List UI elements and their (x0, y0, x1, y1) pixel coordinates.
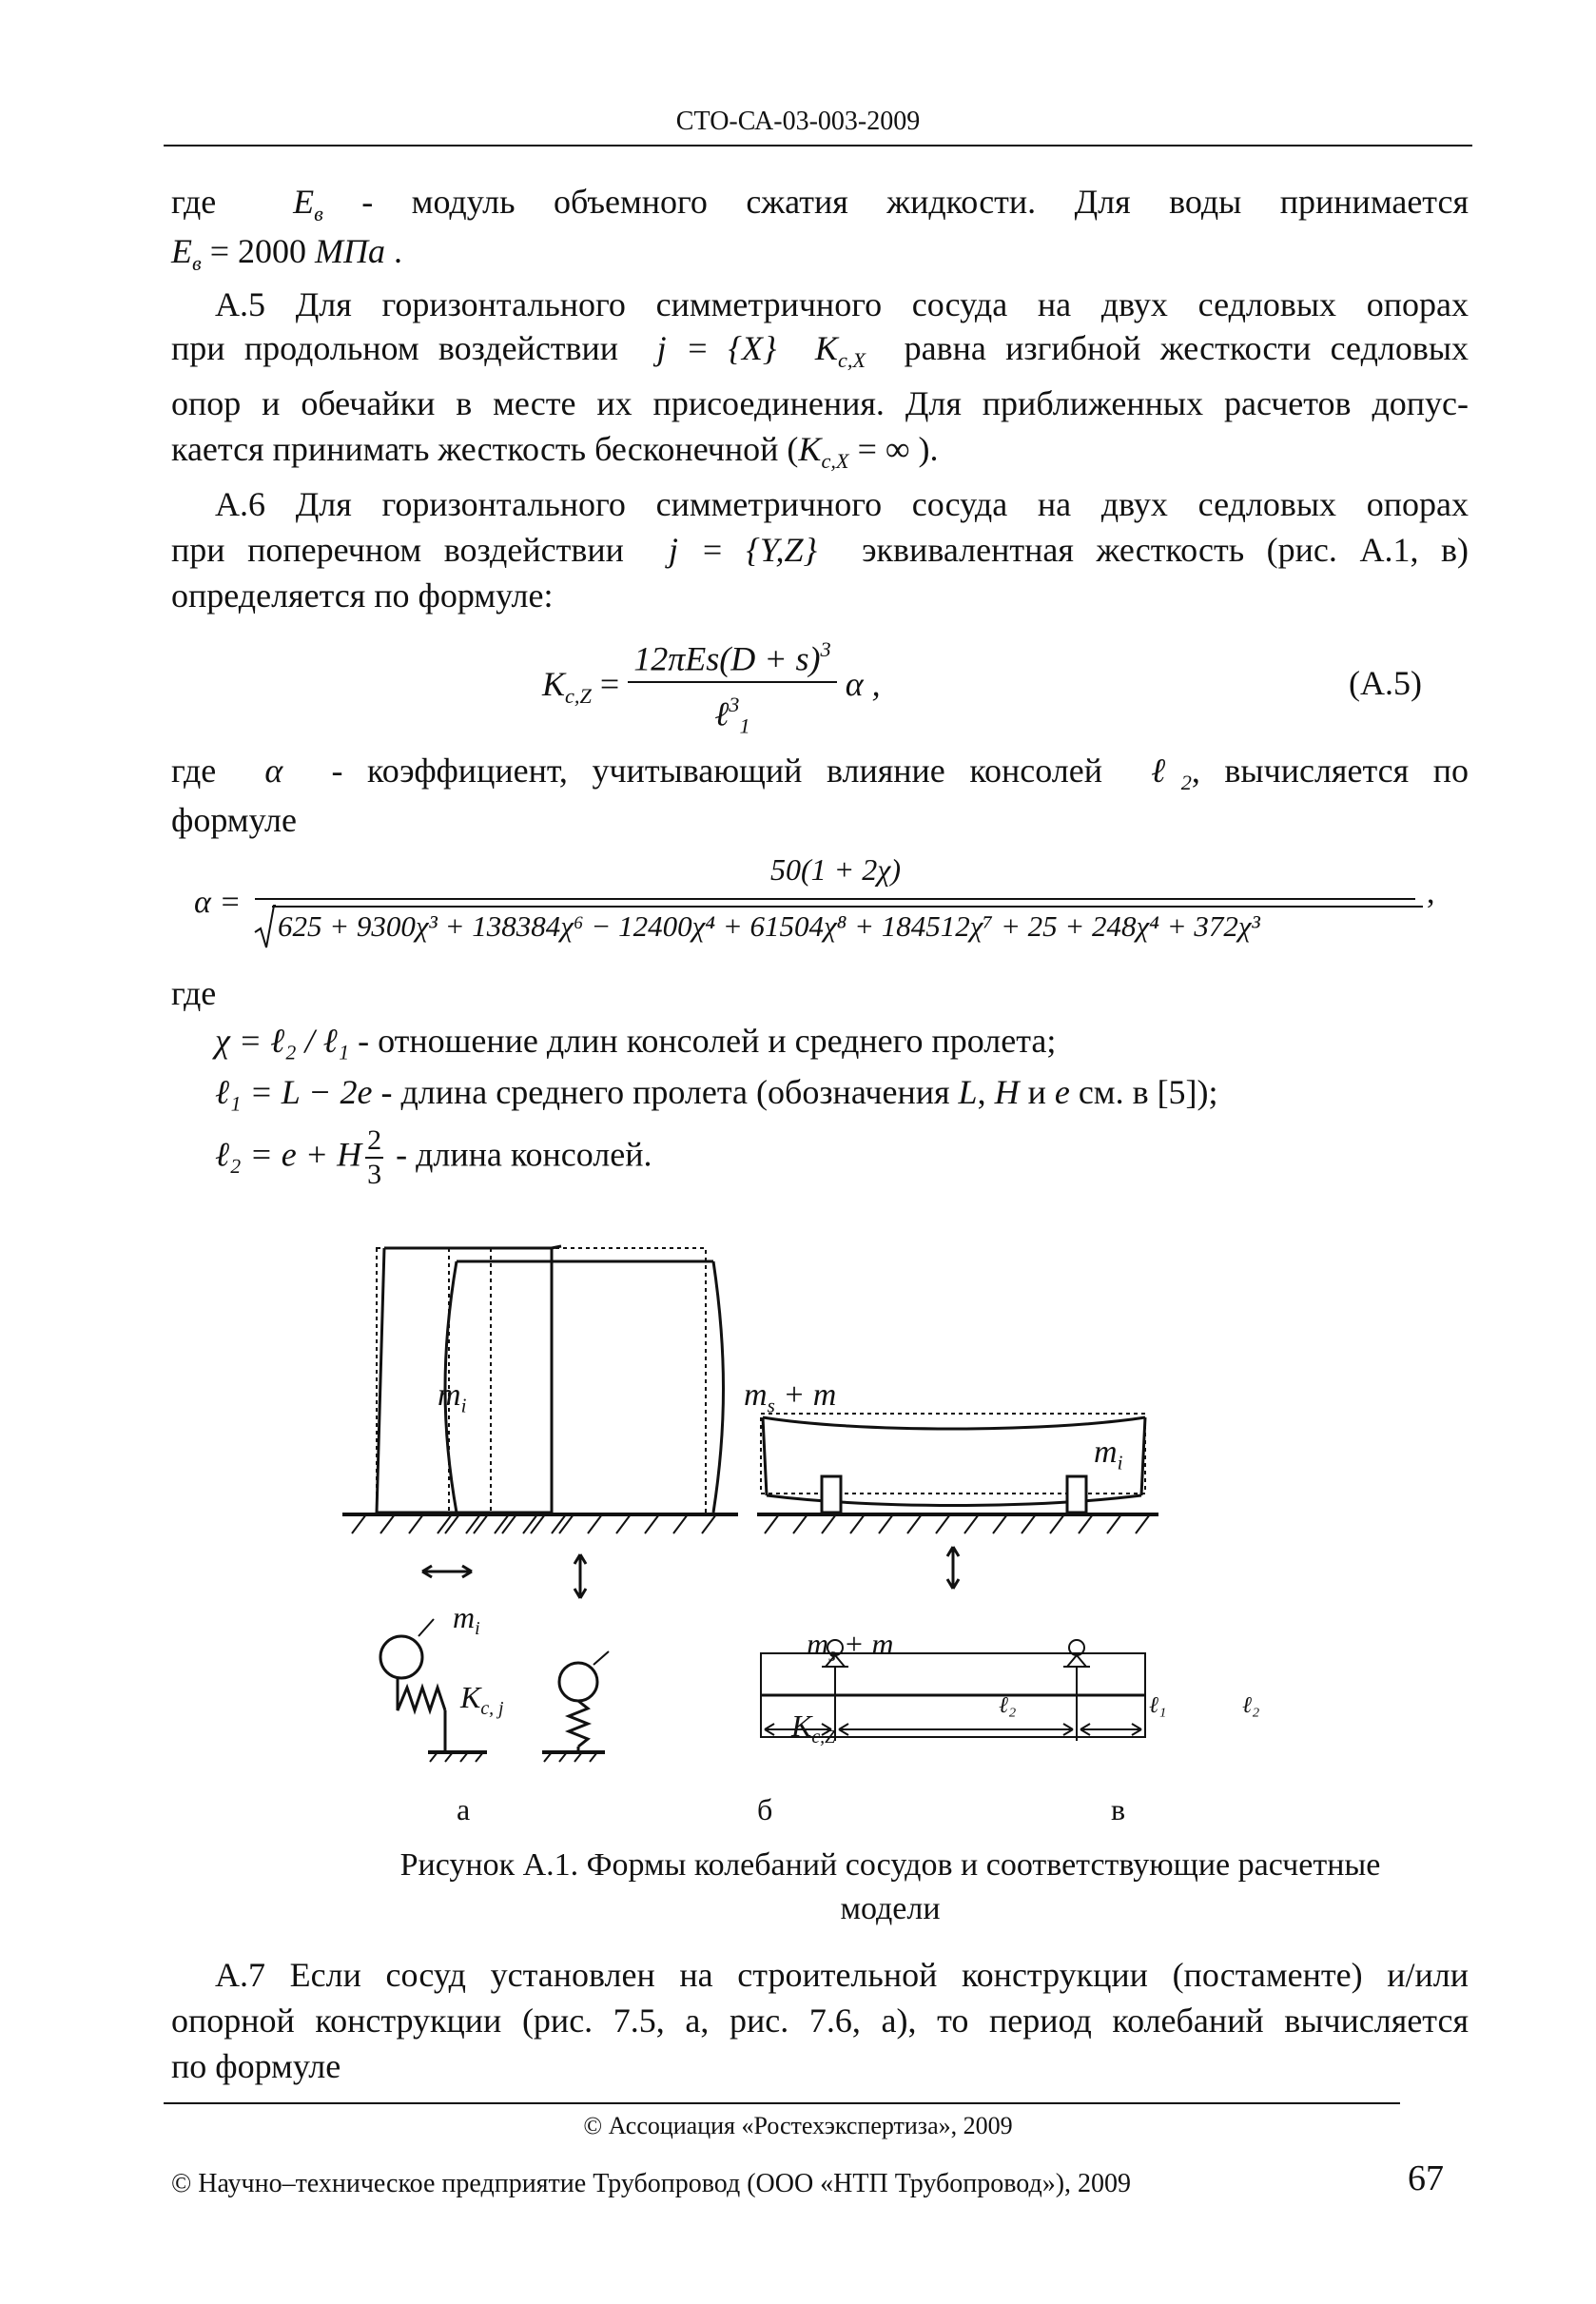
symbol-j-x: j = {X} (656, 329, 777, 367)
panel-c-mass-label: $m_i$ (1094, 1435, 1123, 1474)
footer-rule (164, 2102, 1400, 2104)
model-c-l1: ℓ₁ (1149, 1693, 1167, 1718)
text-where: где (171, 183, 217, 221)
header-rule (164, 145, 1472, 146)
l2-fraction: $\frac{2}{3}$ (367, 1124, 382, 1190)
para-a5-line2 (171, 323, 1469, 385)
panel-a-mass-label: $m_i$ (438, 1377, 467, 1417)
text: при продольном воздействии (171, 329, 619, 367)
symbol-ev-2: $E_в$ (171, 232, 202, 275)
symbol-kcx-2: $K_{c,X}$ (798, 430, 849, 473)
model-a-k-label: $K_{c, j}$ (460, 1680, 504, 1719)
alpha-denominator: 625 + 9300χ³ + 138384χ⁶ − 12400χ⁴ + 61504χ⁸ + 184512χ⁷ + 25 + 248χ⁴ + 372χ³ (278, 909, 1260, 943)
where-l1 (215, 1067, 1218, 1117)
text-ev-desc: - модуль объемного сжатия жидкости. Для воды принимается (361, 183, 1469, 221)
alpha-tail: , (1427, 875, 1435, 910)
where-l2 (215, 1124, 652, 1191)
para-a7-line2: опорной конструкции (рис. 7.5, а, рис. 7.6, а), то период колебаний вычисляется (171, 2001, 1469, 2040)
chi-formula: χ = ℓ₂ / ℓ₁ (215, 1022, 350, 1060)
text: при поперечном воздействии (171, 531, 624, 569)
model-b-mass-label: $m_s + m$ (807, 1627, 894, 1666)
sqrt-icon (253, 904, 276, 951)
symbol-j-yz: j = {Y,Z} (669, 531, 817, 569)
symbol-kcx: $K_{c,X}$ (814, 329, 866, 372)
where-chi (215, 1016, 1056, 1065)
text: = ∞ ). (857, 430, 939, 468)
chi-desc: - отношение длин консолей и среднего пролета; (358, 1022, 1057, 1060)
text: равна изгибной жесткости седловых (904, 329, 1469, 367)
panel-label-b: б (757, 1792, 773, 1826)
l2-formula: ℓ₂ = e + H (215, 1135, 362, 1174)
formula-fraction: $\frac{12\pi Es(D + s)^3}{\ell^3_1}$ (628, 628, 836, 748)
panel-b-model (542, 1651, 609, 1762)
figure-caption-line2: модели (840, 1891, 941, 1926)
text: - коэффициент, учитывающий влияние консолей (331, 752, 1102, 790)
para-a5-line4 (171, 424, 939, 486)
formula-lhs: $K_{c,Z}$ (542, 665, 592, 708)
para-alpha-line1 (171, 746, 1469, 808)
model-a-mass-label: $m_i$ (453, 1600, 480, 1639)
para-alpha-line2: формуле (171, 801, 297, 839)
ev-value: = 2000 (209, 232, 306, 270)
page-number: 67 (1408, 2158, 1444, 2198)
formula-number: (А.5) (1349, 664, 1422, 702)
model-c-l2-right: ℓ₂ (1242, 1693, 1260, 1718)
l1-desc: - длина среднего пролета (обозначения (380, 1073, 950, 1111)
symbol-L: L (958, 1073, 978, 1111)
ev-unit: МПа (315, 232, 385, 270)
symbol-H: H (994, 1073, 1020, 1111)
text: кается принимать жесткость бесконечной ( (171, 430, 799, 468)
text: , вычисляется по (1191, 752, 1469, 790)
where-label: где (171, 974, 217, 1012)
formula-a5 (542, 628, 881, 748)
model-b-k-label: $K_{c,Z}$ (791, 1708, 836, 1748)
para-a6-line2 (171, 525, 1469, 575)
para-a7-line3: по формуле (171, 2047, 341, 2085)
and: и (1027, 1073, 1046, 1111)
panel-label-c: в (1111, 1792, 1126, 1826)
model-c-l2-left: ℓ₂ (999, 1693, 1017, 1718)
alpha-lhs: α = (194, 885, 242, 920)
alpha-numerator: 50(1 + 2χ) (770, 852, 901, 887)
symbol-l2: ℓ$_2$ (1151, 752, 1192, 794)
footer-association: © Ассоциация «Ростехэкспертиза», 2009 (583, 2112, 1013, 2139)
panel-b-vessel (438, 1248, 738, 1598)
para-a5-line3: опор и обечайки в месте их присоединения. Для приближенных расчетов допус- (171, 384, 1469, 422)
para-a6-line3: определяется по формуле: (171, 576, 554, 615)
ev-end: . (394, 232, 402, 270)
text: где (171, 752, 217, 790)
para-a5-line1: А.5 Для горизонтального симметричного сосуда на двух седловых опорах (215, 285, 1469, 323)
symbol-alpha: α (264, 752, 283, 790)
formula-tail: α , (845, 665, 881, 704)
alpha-fraction-bar (255, 898, 1415, 900)
running-header: СТО-СА-03-003-2009 (675, 107, 921, 136)
symbol-e: e (1054, 1073, 1070, 1111)
footer-publisher: © Научно–техническое предприятие Трубопровод (ООО «НТП Трубопровод»), 2009 (171, 2169, 1132, 2198)
sqrt-bar (272, 906, 1423, 908)
symbol-ev: $E_в$ (293, 183, 323, 225)
text: эквивалентная жесткость (рис. А.1, в) (862, 531, 1469, 569)
formula-eq: = (599, 665, 620, 704)
l2-desc: - длина консолей. (396, 1135, 652, 1174)
figure-caption-line1: Рисунок А.1. Формы колебаний сосудов и соответствующие расчетные (399, 1847, 1381, 1883)
panel-b-mass-label: $m_s + m$ (744, 1377, 837, 1417)
panel-label-a: а (457, 1792, 471, 1826)
ref: см. в [5]); (1078, 1073, 1218, 1111)
para-a7-line1: А.7 Если сосуд установлен на строительной конструкции (постаменте) и/или (215, 1956, 1469, 1994)
para-a6-line1: А.6 Для горизонтального симметричного сосуда на двух седловых опорах (215, 485, 1469, 523)
sep: , (977, 1073, 986, 1111)
l1-formula: ℓ₁ = L − 2e (215, 1073, 373, 1111)
